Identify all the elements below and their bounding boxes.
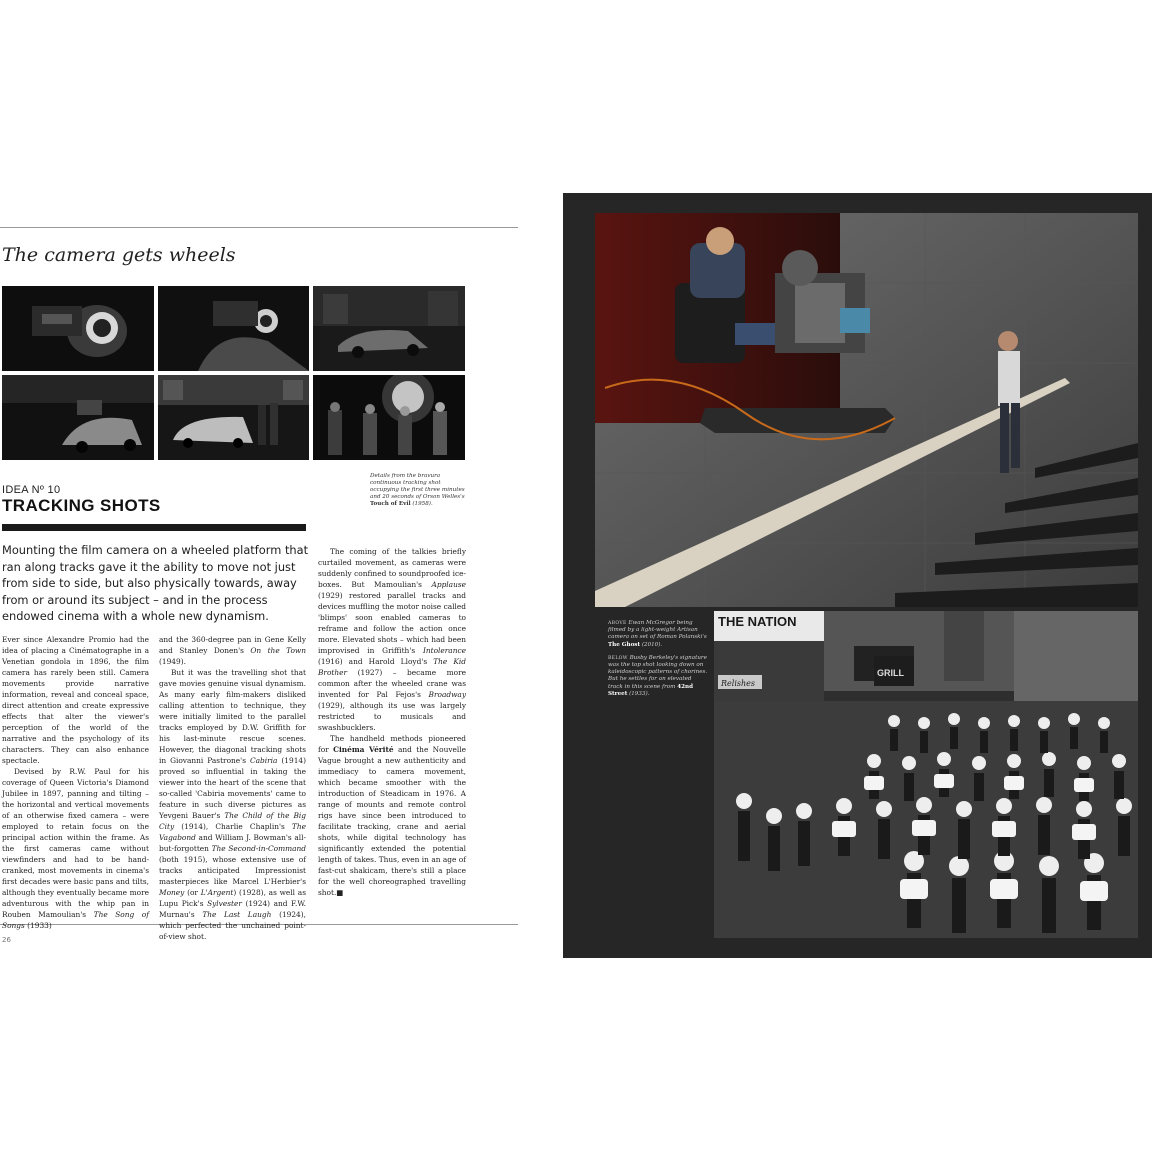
photo-sign-grill: GRILL [877, 668, 904, 678]
paragraph: The handheld methods pioneered for Cinéma Vérité and the Nouvelle Vague brought a new authenticity and immediacy to camera movement, which became smoother with the introduction of Steadicam in 1976. A range of mounts and remote control rigs have since been introduced to facilitate tracking, crane and aerial shots, while digital technology has significantly extended the potential length of takes. Thus, even in an age of fast-cut shakicam, there's still a place for the well choreographed travelling shot.■ [318, 734, 466, 897]
photo-camera-crane [595, 213, 1138, 607]
film-still-2 [158, 286, 309, 371]
film-still-3 [313, 286, 465, 371]
right-captions [608, 620, 708, 704]
paragraph: The coming of the talkies briefly curtailed movement, as cameras were suddenly confined to soundproofed ice-boxes. But Mamoulian's Applause (1929) restored parallel tracks and devices muffling the motor noise called 'blimps' soon enabled cameras to reframe and follow the action once more. Elevated shots – which had been improvised in Griffith's Intolerance (1916) and Harold Lloyd's The Kid Brother (1927) – became more common after the wheeled crane was invented for Pal Fejos's Broadway (1929), although its use was largely restricted to musicals and swashbucklers. [318, 547, 466, 732]
paragraph: Ever since Alexandre Promio had the idea of placing a Cinématographe in a Venetian gondola in 1896, the film camera has rarely been still. Camera movements provide narrative information, reveal and conceal space, direct attention and create expressive effects that alter the viewer's perception of the world of the narrative and the psychology of its characters. They can also enhance spectacle. [2, 635, 149, 765]
photo-42nd-street [714, 611, 1138, 938]
photo-sign-nation: THE NATION [718, 614, 797, 629]
photo-sign-relishes: Relishes [721, 679, 755, 688]
body-column-3 [318, 546, 466, 898]
top-rule [0, 227, 518, 228]
film-still-5 [158, 375, 309, 460]
idea-label: IDEA Nº 10 [2, 484, 61, 496]
idea-title: TRACKING SHOTS [2, 496, 161, 515]
film-still-1 [2, 286, 154, 371]
paragraph: Devised by R.W. Paul for his coverage of Queen Victoria's Diamond Jubilee in 1897, panning and tilting – the horizontal and vertical movements of an otherwise fixed camera – were employed to retain focus on the principal action within the frame. As the first cameras came without viewfinders and had to be hand-cranked, most movements in cinema's first decades were basic pans and tilts, although they eventually became more adventurous with the whip pan in Rouben Mamoulian's The Song of Songs (1933) [2, 767, 149, 930]
paragraph: and the 360-degree pan in Gene Kelly and Stanley Donen's On the Town (1949). [159, 635, 306, 666]
body-column-1 [2, 634, 149, 931]
page-number: 26 [2, 936, 11, 944]
stills-caption: Details from the bravura continuous tracking shot occupying the first three minutes and 20 seconds of Orson Welles's Touch of Evil (1958). [370, 473, 465, 507]
end-mark: ■ [336, 888, 344, 897]
caption-below: BELOW Busby Berkeley's signature was the top shot looking down on kaleidoscopic patterns of chorines. But he settles for an elevated track in this scene from 42nd Street (1933). [608, 654, 708, 697]
paragraph: But it was the travelling shot that gave movies genuine visual dynamism. As many early film-makers disliked calling attention to technique, they were initially limited to the parallel tracks employed by D.W. Griffith for his last-minute rescue scenes. However, the diagonal tracking shots in Giovanni Pastrone's Cabiria (1914) proved so influential in taking the viewer into the heart of the scene that so-called 'Cabiria movements' came to feature in such diverse pictures as Yevgeni Bauer's The Child of the Big City (1914), Charlie Chaplin's The Vagabond and William J. Bowman's all-but-forgotten The Second-in-Command (both 1915), whose extensive use of tracks anticipated Impressionist masterpieces like Marcel L'Herbier's Money (or L'Argent) (1928), as well as Lupu Pick's Sylvester (1924) and F.W. Murnau's The Last Laugh (1924), which perfected the unchained point-of-view shot. [159, 668, 307, 941]
lead-paragraph: Mounting the film camera on a wheeled platform that ran along tracks gave it the ability to move not just from side to side, but also physically towards, away from or around its subject – and in the process endowed cinema with a whole new dynamism. [2, 543, 309, 624]
body-column-2 [159, 634, 306, 942]
film-still-4 [2, 375, 154, 460]
section-title: The camera gets wheels [2, 244, 236, 266]
film-still-6 [313, 375, 465, 460]
title-underline-bar [2, 524, 306, 531]
caption-above: ABOVE Ewan McGregor being filmed by a light-weight Artisan camera on set of Roman Polanski's The Ghost (2010). [608, 620, 707, 648]
